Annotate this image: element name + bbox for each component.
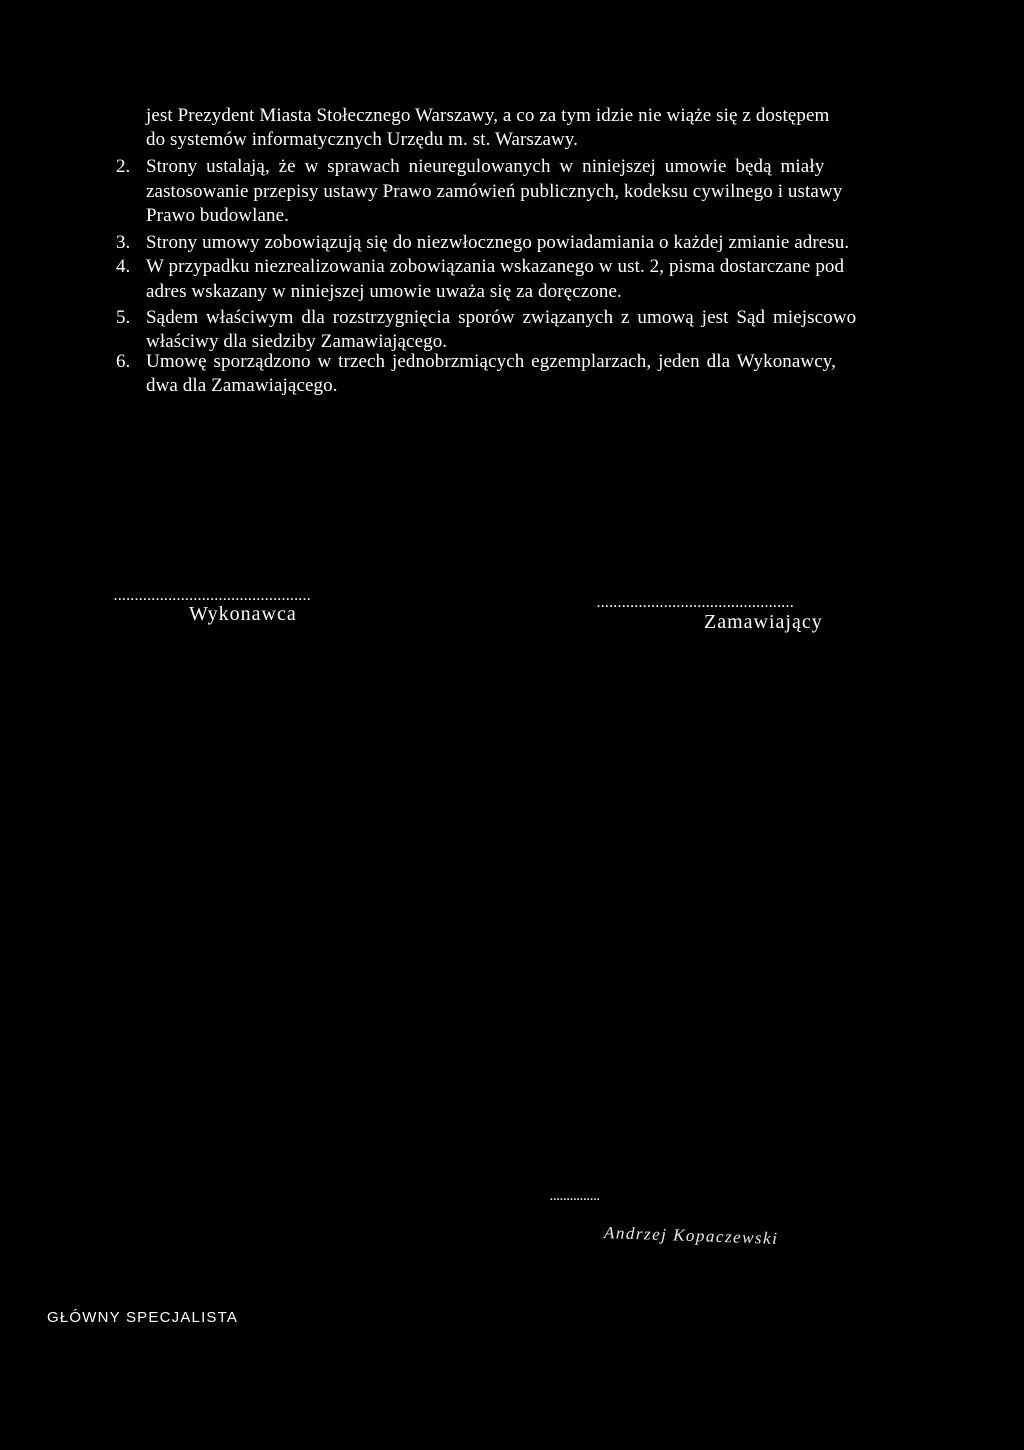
- stamp-signature-line: ...............: [550, 1191, 601, 1203]
- client-signature-line: ...............................................: [597, 596, 795, 610]
- stamp-name: Andrzej Kopaczewski: [603, 1222, 779, 1249]
- paragraph-5-line-2: właściwy dla siedziby Zamawiającego.: [146, 331, 448, 352]
- paragraph-1-line-2: do systemów informatycznych Urzędu m. st. Warszawy.: [146, 129, 579, 150]
- paragraph-3-line-1: Strony umowy zobowiązują się do niezwłocznego powiadamiania o każdej zmianie adresu.: [146, 232, 850, 253]
- paragraph-6-number: 6.: [116, 351, 131, 372]
- paragraph-2-line-1: Strony ustalają, że w sprawach nieuregulowanych w niniejszej umowie będą miały: [146, 156, 825, 177]
- paragraph-6-line-2: dwa dla Zamawiającego.: [146, 375, 338, 396]
- paragraph-2-line-3: Prawo budowlane.: [146, 205, 290, 226]
- stamp-title: GŁÓWNY SPECJALISTA: [47, 1309, 239, 1326]
- paragraph-5-number: 5.: [116, 307, 131, 328]
- paragraph-6-line-1: Umowę sporządzono w trzech jednobrzmiących egzemplarzach, jeden dla Wykonawcy,: [146, 351, 837, 372]
- paragraph-2-line-2: zastosowanie przepisy ustawy Prawo zamówień publicznych, kodeksu cywilnego i ustawy: [146, 181, 843, 202]
- paragraph-2-number: 2.: [116, 156, 131, 177]
- paragraph-1-line-1: jest Prezydent Miasta Stołecznego Warszawy, a co za tym idzie nie wiąże się z dostępem: [146, 105, 830, 126]
- paragraph-4-number: 4.: [116, 256, 131, 277]
- paragraph-5-line-1: Sądem właściwym dla rozstrzygnięcia sporów związanych z umową jest Sąd miejscowo: [146, 307, 857, 328]
- paragraph-4-line-1: W przypadku niezrealizowania zobowiązania wskazanego w ust. 2, pisma dostarczane pod: [146, 256, 845, 277]
- paragraph-3-number: 3.: [116, 232, 131, 253]
- paragraph-4-line-2: adres wskazany w niniejszej umowie uważa się za doręczone.: [146, 281, 622, 302]
- client-label: Zamawiający: [704, 611, 823, 633]
- contractor-signature-line: ...............................................: [114, 589, 312, 603]
- contractor-label: Wykonawca: [189, 603, 297, 625]
